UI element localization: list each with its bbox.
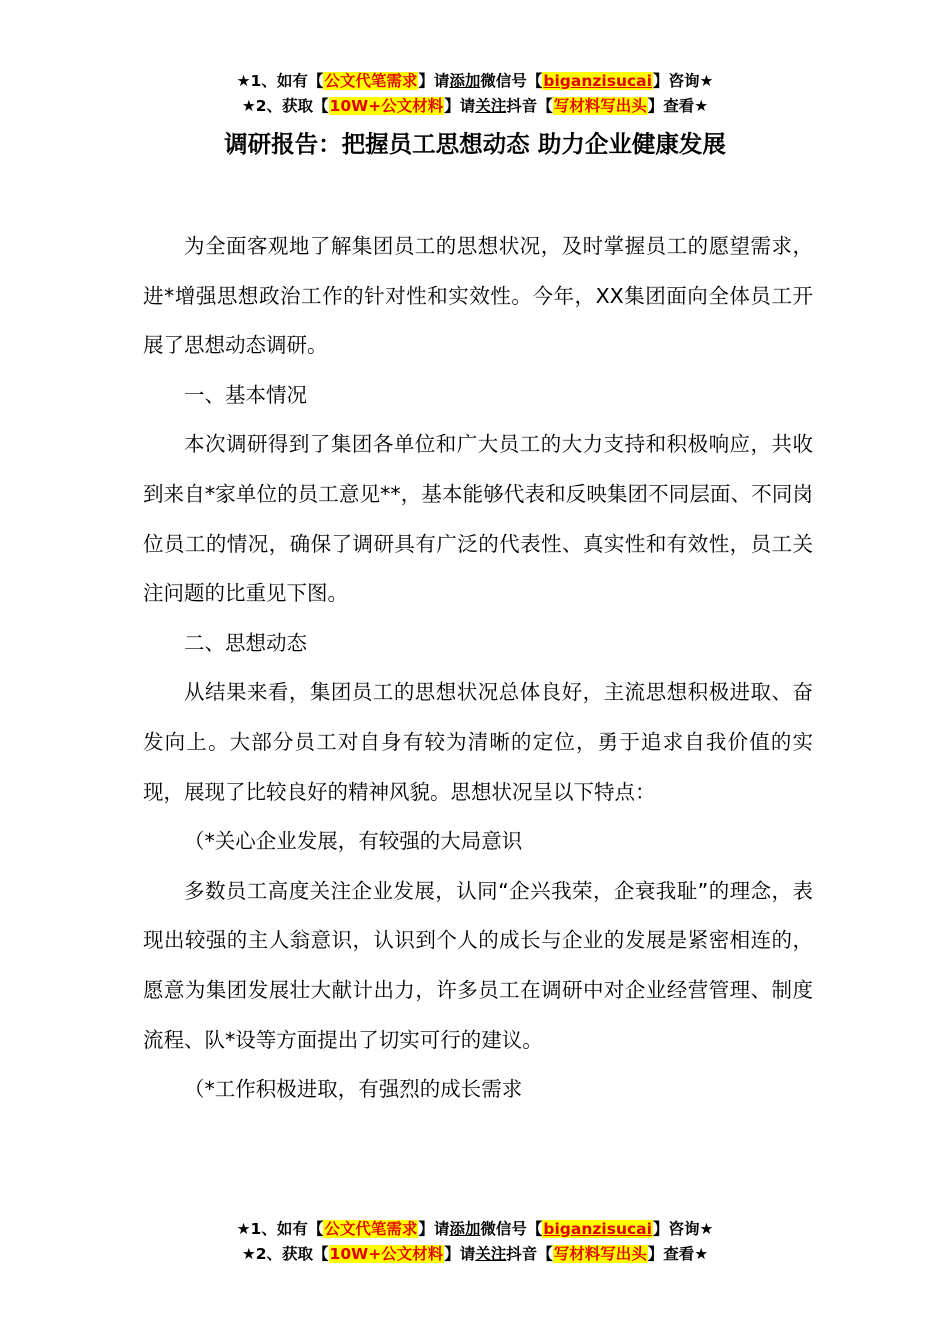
promo-text: 】请 xyxy=(444,1245,476,1263)
promo-line-2 xyxy=(0,1242,950,1267)
promo-text: 】查看★ xyxy=(647,1245,709,1263)
subsection-heading: （*关心企业发展，有较强的大局意识 xyxy=(184,829,523,854)
promo-text: 添加 xyxy=(449,72,481,90)
promo-highlight: 10W+公文材料 xyxy=(329,97,444,115)
promo-banner-bottom xyxy=(0,1217,950,1267)
promo-text: 微信号【 xyxy=(480,1220,543,1238)
douyin-highlight: 写材料写出头 xyxy=(553,1245,647,1263)
promo-text: 】请 xyxy=(418,72,450,90)
promo-text: ★2、获取【 xyxy=(241,1245,329,1263)
promo-highlight: 公文代笔需求 xyxy=(324,1220,418,1238)
promo-text: 】请 xyxy=(444,97,476,115)
wechat-id-highlight: biganzisucai xyxy=(543,72,652,90)
promo-text: 抖音【 xyxy=(506,97,553,115)
promo-text: ★1、如有【 xyxy=(236,72,324,90)
douyin-highlight: 写材料写出头 xyxy=(553,97,647,115)
paragraph: 本次调研得到了集团各单位和广大员工的大力支持和积极响应，共收到来自*家单位的员工意见**，基本能够代表和反映集团不同层面、不同岗位员工的情况，确保了调研具有广泛的代表性、真实性和有效性，员工关注问题的比重见下图。 xyxy=(143,432,813,606)
subsection-heading: （*工作积极进取，有强烈的成长需求 xyxy=(184,1077,523,1102)
document-title: 调研报告：把握员工思想动态 助力企业健康发展 xyxy=(224,130,726,158)
promo-text: 】咨询★ xyxy=(652,1220,714,1238)
wechat-id-highlight: biganzisucai xyxy=(543,1220,652,1238)
promo-text: 关注 xyxy=(475,1245,507,1263)
promo-text: ★1、如有【 xyxy=(236,1220,324,1238)
promo-text: 抖音【 xyxy=(506,1245,553,1263)
promo-text: 微信号【 xyxy=(480,72,543,90)
promo-text: 】咨询★ xyxy=(652,72,714,90)
section-heading: 二、思想动态 xyxy=(184,630,307,655)
promo-line-1 xyxy=(0,69,950,94)
paragraph: 为全面客观地了解集团员工的思想状况，及时掌握员工的愿望需求，进*增强思想政治工作的针对性和实效性。今年，XX集团面向全体员工开展了思想动态调研。 xyxy=(143,234,813,358)
promo-text: 】请 xyxy=(418,1220,450,1238)
paragraph: 多数员工高度关注企业发展，认同“企兴我荣，企衰我耻”的理念，表现出较强的主人翁意识，认识到个人的成长与企业的发展是紧密相连的，愿意为集团发展壮大献计出力，许多员工在调研中对企业经营管理、制度流程、队*设等方面提出了切实可行的建议。 xyxy=(143,878,813,1052)
document-body xyxy=(143,222,813,1115)
promo-banner-top xyxy=(0,69,950,119)
promo-text: 添加 xyxy=(449,1220,481,1238)
paragraph: 从结果来看，集团员工的思想状况总体良好，主流思想积极进取、奋发向上。大部分员工对自身有较为清晰的定位，勇于追求自我价值的实现，展现了比较良好的精神风貌。思想状况呈以下特点： xyxy=(143,680,813,804)
promo-text: 关注 xyxy=(475,97,507,115)
promo-line-2 xyxy=(0,94,950,119)
promo-line-1 xyxy=(0,1217,950,1242)
promo-text: ★2、获取【 xyxy=(241,97,329,115)
promo-highlight: 10W+公文材料 xyxy=(329,1245,444,1263)
promo-highlight: 公文代笔需求 xyxy=(324,72,418,90)
promo-text: 】查看★ xyxy=(647,97,709,115)
section-heading: 一、基本情况 xyxy=(184,382,307,407)
